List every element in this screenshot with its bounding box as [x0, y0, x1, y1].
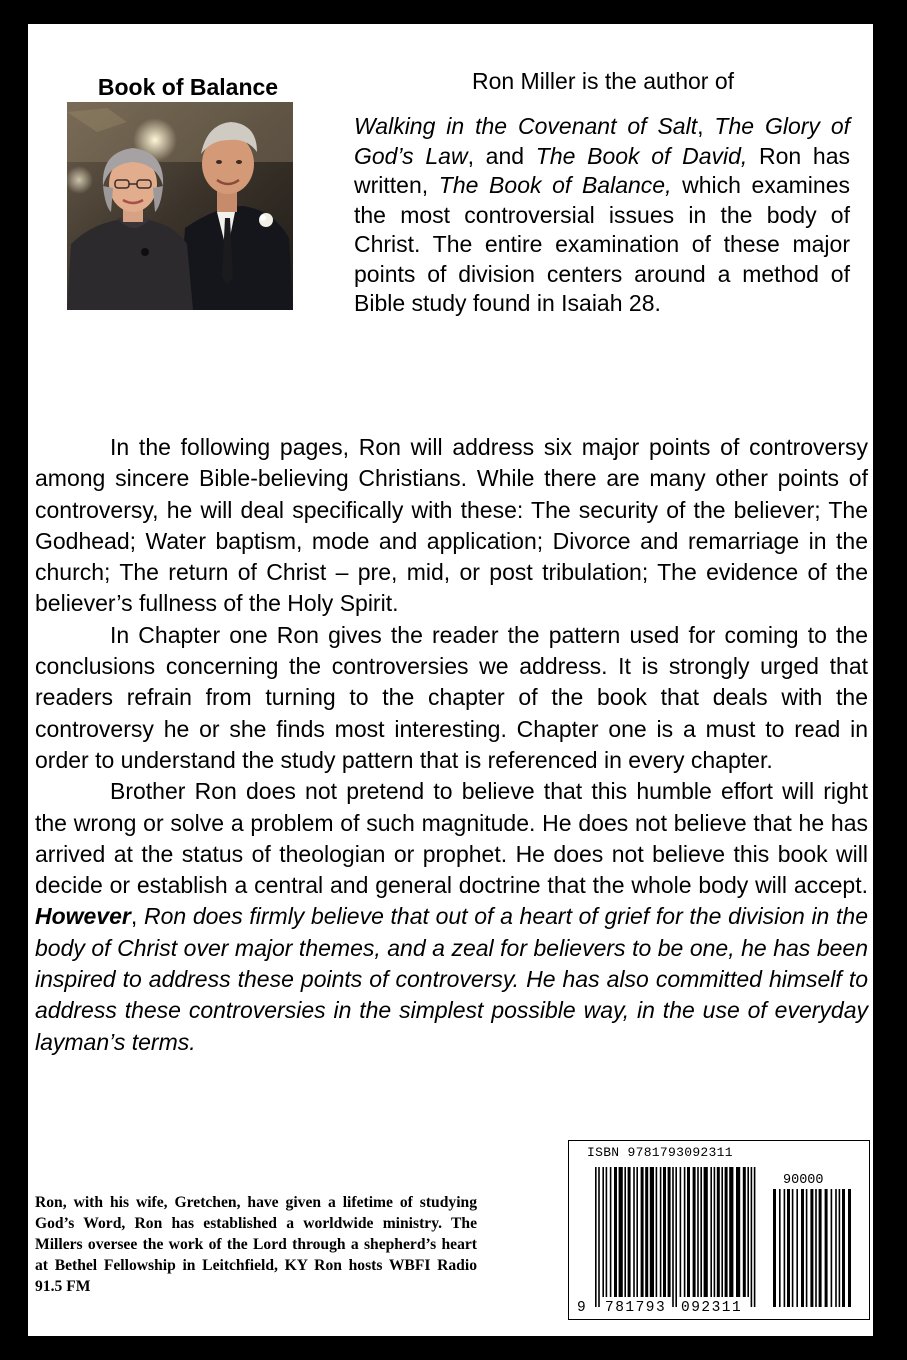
author-photo — [67, 102, 293, 310]
intro-connector: which examines the most controversial issues in the body of Christ. The entire examination of these major points of division centers around a method of Bible study found in Isaiah 28. — [354, 172, 850, 316]
intro-connector: , and — [467, 142, 536, 169]
barcode-bar — [842, 1189, 845, 1307]
intro-connector: , — [697, 113, 715, 139]
barcode-bar — [714, 1167, 716, 1297]
barcode-bar — [825, 1189, 828, 1307]
barcode-bar — [606, 1167, 608, 1297]
barcode-bar — [747, 1167, 749, 1297]
barcode-bar — [700, 1167, 702, 1297]
barcode-bar — [784, 1189, 786, 1307]
barcode-bar — [721, 1167, 723, 1297]
paragraph-italic-text: Ron does firmly believe that out of a heart of grief for the division in the body of Christ over major themes, and a zeal for believers to be one, he has been inspired to address these points of controversy. He has also committed himself to address these controversies in the simplest possible way, in the use of everyday layman’s terms. — [35, 903, 868, 1055]
emphasis-however: However — [35, 903, 131, 930]
book-title-salt: Walking in the Covenant of Salt — [354, 113, 698, 139]
book-title-balance: The Book of Balance, — [438, 172, 672, 198]
paragraph-chapter-one: In Chapter one Ron gives the reader the pattern used for coming to the conclusions concerning the controversies we address. It is strongly urged that readers refrain from turning to the chapter of the book that deals with the controversy he or she finds most interesting. Chapter one is a must to read in order to understand the study pattern that is referenced in every chapter. — [35, 621, 868, 773]
photo-caption: Book of Balance — [97, 74, 279, 100]
barcode-bar — [792, 1189, 794, 1307]
barcode-bar — [729, 1167, 733, 1297]
book-title-david: The Book of David, — [535, 142, 748, 169]
paragraph-comma: , — [130, 903, 144, 930]
barcode-bar — [693, 1167, 696, 1297]
barcode-bar — [801, 1189, 804, 1307]
paragraph-humble-effort — [35, 776, 868, 1058]
barcode-bar — [602, 1167, 604, 1297]
paragraph-plain-text: Brother Ron does not pretend to believe that this humble effort will right the wrong or solve a problem of such magnitude. He does not believe that he has arrived at the status of theologian or prophet. He does not believe this book will decide or establish a central and general doctrine that the whole body will accept. — [35, 778, 868, 899]
barcode-bar — [614, 1167, 617, 1297]
barcode-bar — [810, 1189, 813, 1307]
barcode-bar — [796, 1189, 798, 1307]
barcode-bar — [806, 1189, 808, 1307]
barcode-bar — [650, 1167, 654, 1297]
barcode-right-group: 092311 — [681, 1300, 743, 1316]
isbn-barcode — [568, 1140, 870, 1320]
barcode-bar — [697, 1167, 699, 1297]
barcode-bar — [839, 1189, 841, 1307]
barcode-bar — [672, 1167, 674, 1307]
barcode-bar — [636, 1167, 638, 1297]
barcode-bar — [628, 1167, 631, 1297]
barcode-bar — [595, 1167, 597, 1307]
barcode-bar — [815, 1189, 817, 1307]
barcode-bar — [687, 1167, 690, 1297]
barcode-bar — [633, 1167, 635, 1297]
barcode-bar — [725, 1167, 728, 1297]
barcode-bar — [663, 1167, 666, 1297]
author-intro-body — [354, 112, 850, 319]
barcode-bar — [754, 1167, 756, 1307]
barcode-first-digit: 9 — [577, 1300, 588, 1316]
barcode-bar — [831, 1189, 833, 1307]
barcode-bar — [717, 1167, 720, 1297]
barcode-bar — [684, 1167, 686, 1297]
barcode-bar — [710, 1167, 712, 1297]
barcode-bar — [598, 1167, 600, 1307]
barcode-bar — [668, 1167, 671, 1297]
barcode-bar — [736, 1167, 740, 1297]
barcode-bar — [680, 1167, 682, 1297]
barcode-bars — [569, 1141, 871, 1321]
barcode-bar — [619, 1167, 623, 1297]
isbn-label: ISBN 9781793092311 — [587, 1145, 733, 1160]
author-bio: Ron, with his wife, Gretchen, have given a lifetime of studying God’s Word, Ron has established a worldwide ministry. The Millers oversee the work of the Lord through a shepherd’s heart at Bethel Fellowship in Leitchfield, KY Ron hosts WBFI Radio 91.5 FM — [35, 1194, 477, 1295]
barcode-bar — [779, 1189, 781, 1307]
barcode-bar — [787, 1189, 790, 1307]
barcode-bar — [751, 1167, 753, 1307]
barcode-bar — [656, 1167, 658, 1297]
barcode-bar — [835, 1189, 837, 1307]
barcode-bar — [675, 1167, 677, 1307]
barcode-bar — [704, 1167, 708, 1297]
barcode-left-group: 781793 — [605, 1300, 667, 1316]
barcode-bar — [743, 1167, 746, 1297]
barcode-bar — [624, 1167, 626, 1297]
paragraph-controversies: In the following pages, Ron will address six major points of controversy among sincere Bible-believing Christians. While there are many other points of controversy, he will deal specifically with these: The security of the believer; The Godhead; Water baptism, mode and application; Divorce and remarriage in the church; The return of Christ – pre, mid, or post tribulation; The evidence of the believer’s fullness of the Holy Spirit. — [35, 434, 868, 617]
barcode-bar — [848, 1189, 851, 1307]
addon-number: 90000 — [783, 1173, 824, 1188]
barcode-bar — [645, 1167, 648, 1297]
barcode-bar — [610, 1167, 612, 1297]
intro-connector: Ron has written, — [354, 142, 850, 198]
description-body — [35, 432, 868, 1058]
barcode-bar — [660, 1167, 662, 1297]
author-intro-lead: Ron Miller is the author of — [471, 68, 735, 94]
book-title-glory: The Glory of God’s Law — [354, 113, 851, 169]
barcode-bar — [773, 1189, 776, 1307]
barcode-bar — [641, 1167, 644, 1297]
back-cover — [28, 24, 873, 1336]
barcode-bar — [819, 1189, 822, 1307]
author-couple-picture — [67, 102, 293, 310]
